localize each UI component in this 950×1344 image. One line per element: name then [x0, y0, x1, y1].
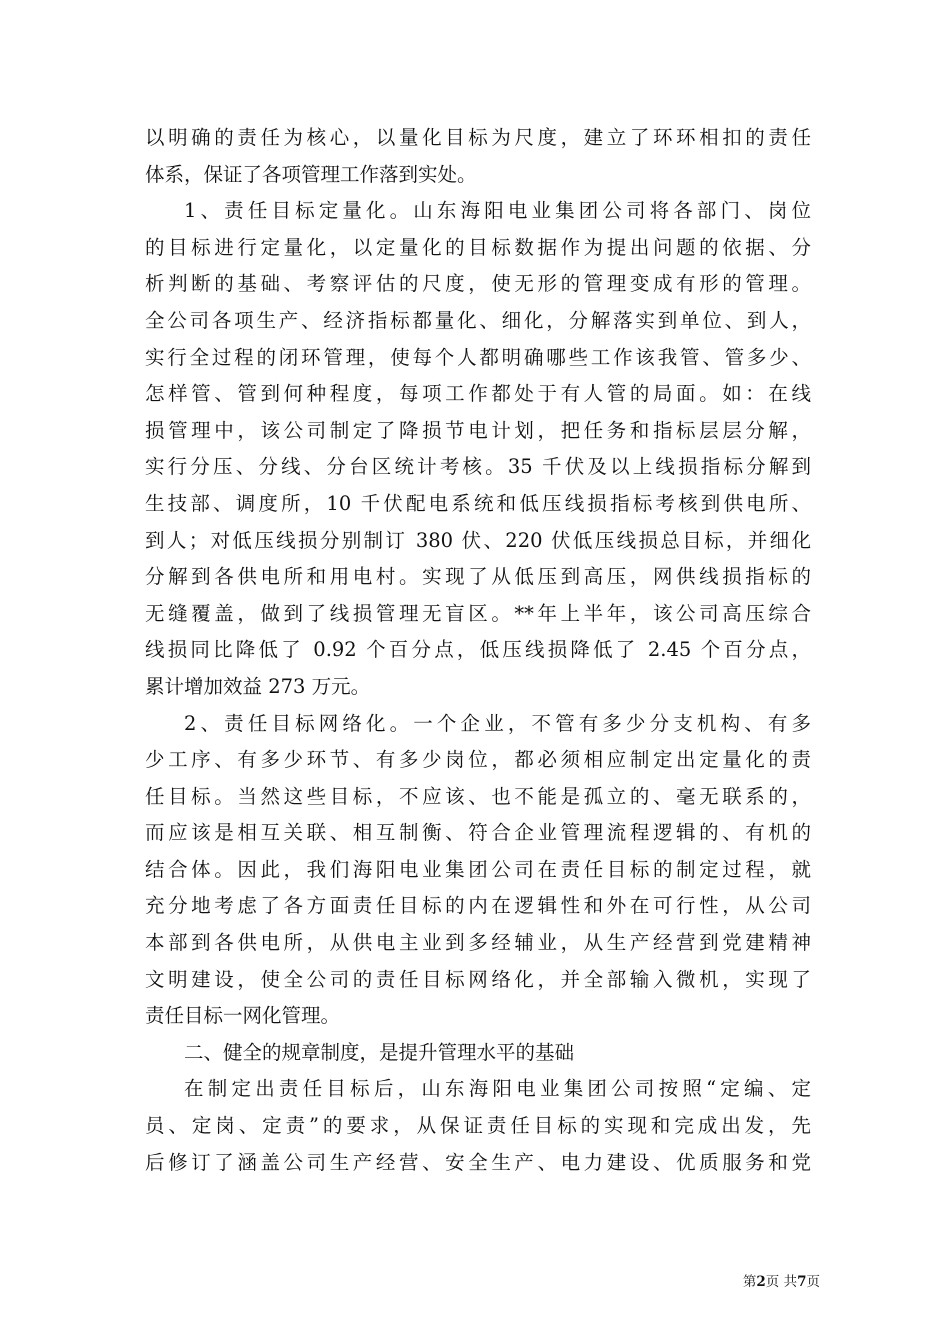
text-line: 责任目标一网化管理。 — [145, 1004, 341, 1028]
text-line: 分解到各供电所和用电村。实现了从低压到高压，网供线损指标的 — [145, 565, 811, 589]
text-line: 任目标。当然这些目标，不应该、也不能是孤立的、毫无联系的， — [145, 784, 811, 808]
text-line: 线损同比降低了 0.92 个百分点，低压线损降低了 2.45 个百分点， — [145, 638, 811, 662]
text-line: 2、责任目标网络化。一个企业，不管有多少分支机构、有多 — [184, 711, 811, 735]
document-body — [145, 120, 811, 1181]
text-line: 析判断的基础、考察评估的尺度，使无形的管理变成有形的管理。 — [145, 272, 811, 296]
text-line: 实行分压、分线、分台区统计考核。35 千伏及以上线损指标分解到 — [145, 455, 811, 479]
text-line: 后修订了涵盖公司生产经营、安全生产、电力建设、优质服务和党 — [145, 1150, 811, 1174]
text-line: 充分地考虑了各方面责任目标的内在逻辑性和外在可行性，从公司 — [145, 894, 811, 918]
page-footer — [700, 1273, 820, 1291]
text-line: 的目标进行定量化，以定量化的目标数据作为提出问题的依据、分 — [145, 235, 811, 259]
text-line: 少工序、有多少环节、有多少岗位，都必须相应制定出定量化的责 — [145, 748, 811, 772]
text-line: 全公司各项生产、经济指标都量化、细化，分解落实到单位、到人， — [145, 308, 811, 332]
text-line: 无缝覆盖，做到了线损管理无盲区。**年上半年，该公司高压综合 — [145, 601, 811, 625]
footer-suffix: 页 — [806, 1274, 820, 1290]
current-page-number: 2 — [756, 1274, 766, 1290]
text-line: 生技部、调度所，10 千伏配电系统和低压线损指标考核到供电所、 — [145, 491, 811, 515]
text-line: 体系，保证了各项管理工作落到实处。 — [145, 162, 477, 186]
text-line: 累计增加效益 273 万元。 — [145, 674, 371, 698]
footer-middle: 页 共 — [765, 1274, 798, 1290]
total-page-number: 7 — [797, 1274, 807, 1290]
text-line: 在制定出责任目标后，山东海阳电业集团公司按照“定编、定 — [184, 1077, 811, 1101]
text-line: 1、责任目标定量化。山东海阳电业集团公司将各部门、岗位 — [184, 199, 811, 223]
text-line: 本部到各供电所，从供电主业到多经辅业，从生产经营到党建精神 — [145, 931, 811, 955]
text-line: 员、定岗、定责”的要求，从保证责任目标的实现和完成出发，先 — [145, 1114, 811, 1138]
text-line: 二、健全的规章制度，是提升管理水平的基础 — [184, 1040, 575, 1064]
text-line: 结合体。因此，我们海阳电业集团公司在责任目标的制定过程，就 — [145, 857, 811, 881]
text-line: 损管理中，该公司制定了降损节电计划，把任务和指标层层分解， — [145, 418, 811, 442]
text-line: 到人；对低压线损分别制订 380 伏、220 伏低压线损总目标，并细化 — [145, 528, 811, 552]
text-line: 实行全过程的闭环管理，使每个人都明确哪些工作该我管、管多少、 — [145, 345, 811, 369]
text-line: 怎样管、管到何种程度，每项工作都处于有人管的局面。如：在线 — [145, 382, 811, 406]
text-line: 文明建设，使全公司的责任目标网络化，并全部输入微机，实现了 — [145, 967, 811, 991]
text-line: 而应该是相互关联、相互制衡、符合企业管理流程逻辑的、有机的 — [145, 821, 811, 845]
footer-prefix: 第 — [742, 1274, 757, 1290]
text-line: 以明确的责任为核心，以量化目标为尺度，建立了环环相扣的责任 — [145, 126, 811, 149]
